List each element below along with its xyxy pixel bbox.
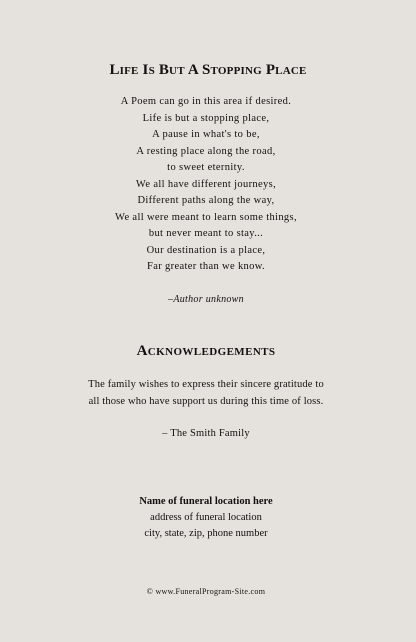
poem-body [0, 94, 412, 276]
poem-author: –Author unknown [168, 294, 244, 305]
poem-line: Life is but a stopping place, [142, 112, 270, 124]
acknowledgements-line: all those who have support us during this time of loss. [88, 395, 324, 407]
acknowledgements-title: Acknowledgements [136, 343, 276, 359]
location-city-line: city, state, zip, phone number [144, 528, 268, 539]
poem-line: We all have different journeys, [135, 178, 277, 190]
acknowledgements-text [0, 377, 412, 410]
footer-copyright: © www.FuneralProgram-Site.com [146, 587, 266, 596]
poem-line: Our destination is a place, [146, 244, 266, 256]
funeral-location [0, 494, 412, 542]
acknowledgements-signature: – The Smith Family [162, 428, 250, 439]
poem-line: We all were meant to learn some things, [115, 211, 297, 223]
location-name: Name of funeral location here [139, 496, 273, 507]
poem-line: but never meant to stay... [148, 228, 264, 239]
poem-title: Life Is But A Stopping Place [109, 62, 307, 78]
poem-line: A Poem can go in this area if desired. [120, 96, 292, 107]
acknowledgements-line: The family wishes to express their sincere gratitude to [88, 379, 324, 390]
poem-line: Far greater than we know. [147, 261, 265, 272]
poem-line: Different paths along the way, [137, 195, 275, 206]
location-address: address of funeral location [150, 512, 262, 523]
poem-line: to sweet eternity. [167, 162, 245, 173]
poem-line: A resting place along the road, [136, 145, 276, 157]
poem-line: A pause in what's to be, [152, 129, 260, 140]
